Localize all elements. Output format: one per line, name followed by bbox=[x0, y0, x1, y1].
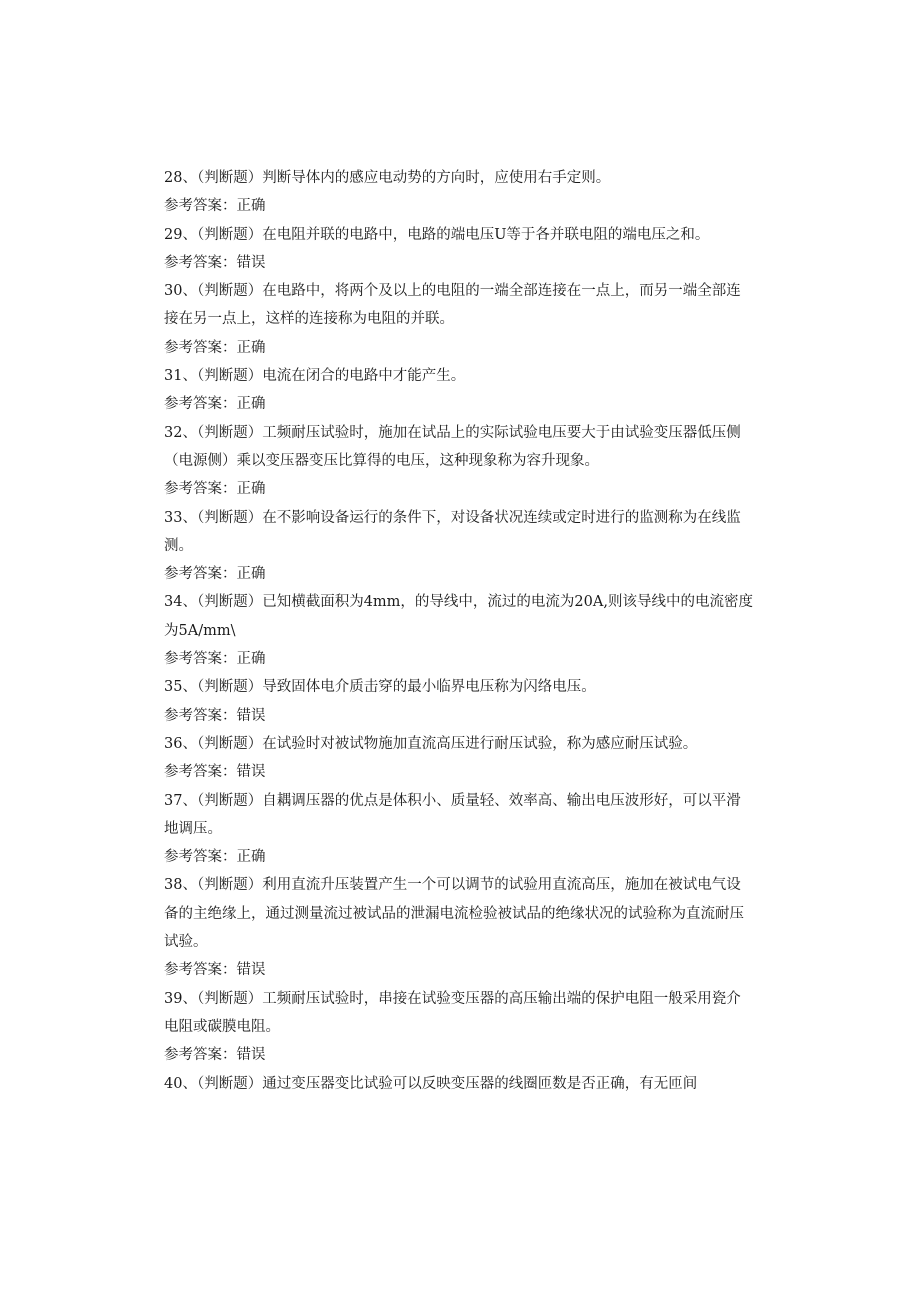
answer-value: 正确 bbox=[236, 651, 266, 668]
answer-label: 参考答案： bbox=[164, 651, 237, 668]
answer-label: 参考答案： bbox=[164, 1047, 237, 1064]
answer-39 bbox=[164, 1041, 754, 1069]
answer-32 bbox=[164, 475, 754, 503]
answer-value: 正确 bbox=[236, 396, 266, 413]
answer-label: 参考答案： bbox=[164, 849, 237, 866]
question-29: 29、（判断题）在电阻并联的电路中，电路的端电压U等于各并联电阻的端电压之和。 bbox=[164, 226, 710, 243]
answer-label: 参考答案： bbox=[164, 962, 237, 979]
answer-label: 参考答案： bbox=[164, 707, 237, 724]
answer-label: 参考答案： bbox=[164, 396, 237, 413]
answer-31 bbox=[164, 390, 754, 418]
answer-34 bbox=[164, 645, 754, 673]
answer-value: 正确 bbox=[236, 339, 266, 356]
answer-29 bbox=[164, 249, 754, 277]
answer-value: 错误 bbox=[236, 254, 266, 271]
answer-label: 参考答案： bbox=[164, 764, 237, 781]
question-35: 35、（判断题）导致固体电介质击穿的最小临界电压称为闪络电压。 bbox=[164, 679, 596, 696]
answer-33 bbox=[164, 560, 754, 588]
answer-value: 正确 bbox=[236, 566, 266, 583]
answer-38 bbox=[164, 956, 754, 984]
answer-label: 参考答案： bbox=[164, 481, 237, 498]
question-40: 40、（判断题）通过变压器变比试验可以反映变压器的线圈匝数是否正确，有无匝间 bbox=[164, 1075, 698, 1092]
question-list bbox=[164, 164, 754, 1098]
answer-37 bbox=[164, 843, 754, 871]
answer-value: 正确 bbox=[236, 198, 266, 215]
question-33: 33、（判断题）在不影响设备运行的条件下，对设备状况连续或定时进行的监测称为在线监测。 bbox=[164, 509, 741, 554]
answer-30 bbox=[164, 334, 754, 362]
question-38: 38、（判断题）利用直流升压装置产生一个可以调节的试验用直流高压，施加在被试电气设备的主绝缘上，通过测量流过被试品的泄漏电流检验被试品的绝缘状况的试验称为直流耐压试验。 bbox=[164, 877, 744, 951]
answer-35 bbox=[164, 702, 754, 730]
answer-value: 错误 bbox=[236, 1047, 266, 1064]
answer-label: 参考答案： bbox=[164, 566, 237, 583]
question-36: 36、（判断题）在试验时对被试物施加直流高压进行耐压试验，称为感应耐压试验。 bbox=[164, 735, 698, 752]
answer-value: 错误 bbox=[236, 764, 266, 781]
question-34: 34、（判断题）已知横截面积为4mm，的导线中，流过的电流为20A,则该导线中的电流密度为5A/mm\ bbox=[164, 594, 753, 639]
answer-value: 正确 bbox=[236, 481, 266, 498]
answer-value: 正确 bbox=[236, 849, 266, 866]
question-39: 39、（判断题）工频耐压试验时，串接在试验变压器的高压输出端的保护电阻一般采用瓷介电阻或碳膜电阻。 bbox=[164, 990, 741, 1035]
answer-label: 参考答案： bbox=[164, 254, 237, 271]
answer-36 bbox=[164, 758, 754, 786]
question-37: 37、（判断题）自耦调压器的优点是体积小、质量轻、效率高、输出电压波形好，可以平滑地调压。 bbox=[164, 792, 741, 837]
question-28: 28、（判断题）判断导体内的感应电动势的方向时，应使用右手定则。 bbox=[164, 170, 611, 186]
answer-label: 参考答案： bbox=[164, 339, 237, 356]
question-31: 31、（判断题）电流在闭合的电路中才能产生。 bbox=[164, 368, 466, 385]
answer-label: 参考答案： bbox=[164, 198, 237, 215]
question-30: 30、（判断题）在电路中，将两个及以上的电阻的一端全部连接在一点上，而另一端全部连接在另一点上，这样的连接称为电阻的并联。 bbox=[164, 283, 741, 328]
answer-28 bbox=[164, 192, 754, 220]
question-32: 32、（判断题）工频耐压试验时，施加在试品上的实际试验电压要大于由试验变压器低压侧（电源侧）乘以变压器变压比算得的电压，这种现象称为容升现象。 bbox=[164, 424, 741, 469]
answer-value: 错误 bbox=[236, 707, 266, 724]
answer-value: 错误 bbox=[236, 962, 266, 979]
